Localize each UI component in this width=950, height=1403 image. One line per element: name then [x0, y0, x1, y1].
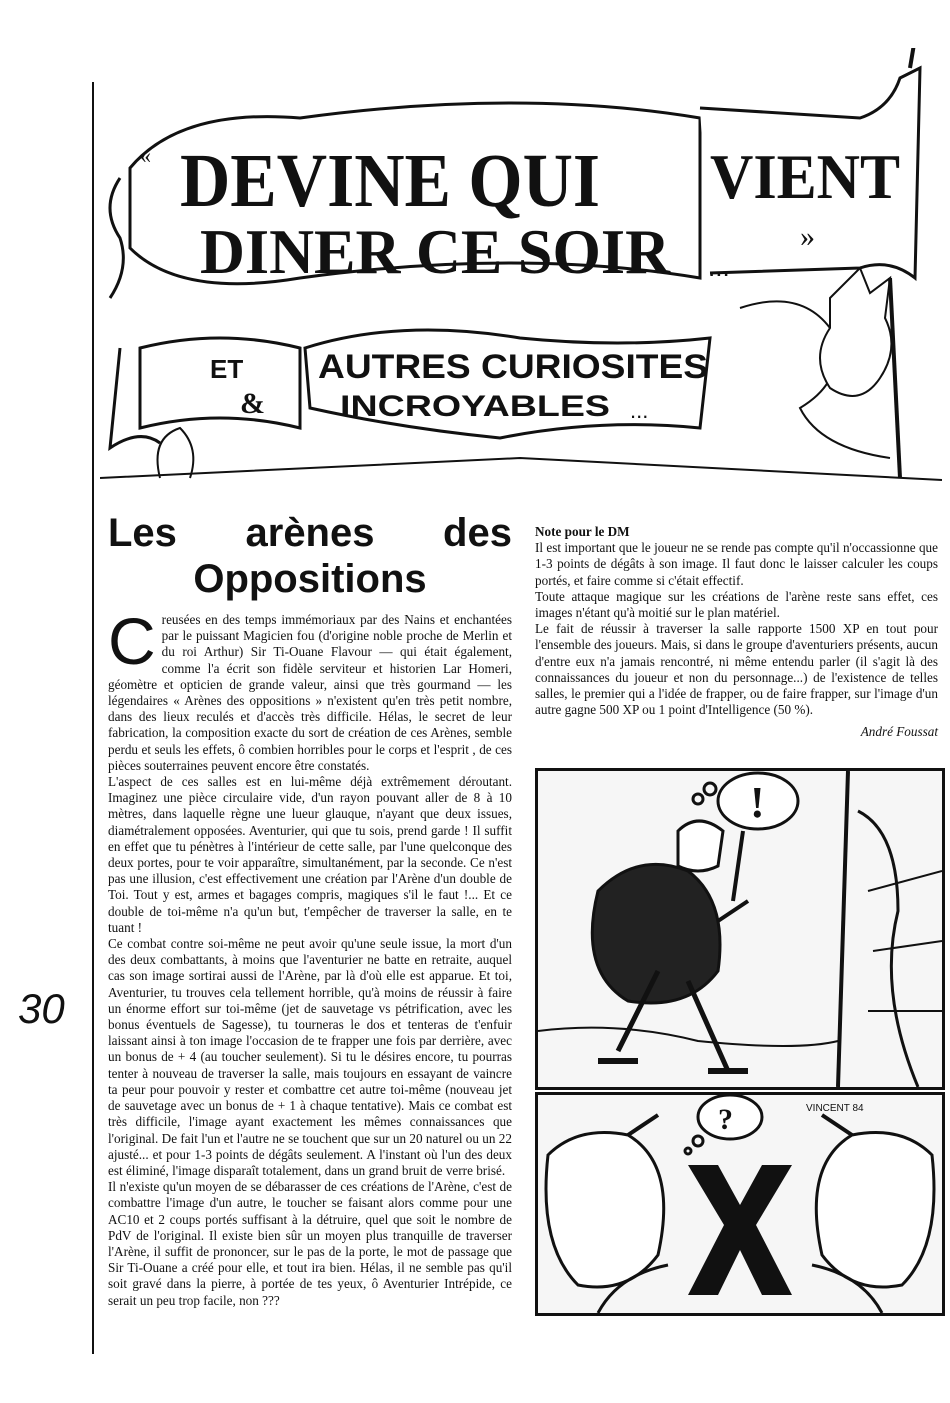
page-number: 30	[18, 985, 65, 1032]
author: André Foussat	[860, 724, 938, 740]
banner-sub2: INCROYABLES	[340, 390, 610, 423]
title-line2: Oppositions	[193, 557, 427, 601]
comic-panel-1	[535, 768, 945, 1090]
drop-cap: C	[108, 604, 156, 678]
title-banner-illustration	[100, 48, 942, 488]
paragraph: Creusées en des temps immémoriaux par des Nains et enchantées par le puissant Magicien fou (d'origine noble proche de Merlin et du roi Arthur) Sir Ti-Ouane Flavour — qui était également, comme l'a écrit son fidèle serviteur et historien Lar Homeri, géomètre et opticien de grande valeur, ainsi que très gourmand — les légendaires « Arènes des oppositions » n'existent qu'en très petit nombre, dans des lieux reculés et d'accès très difficile. Hélas, le secret de leur fabrication, la composition exacte du sort de création de ces Arènes, semble perdu et seuls les effets, ô combien horribles pour le corps et l'esprit , de ces pièces souterraines peuvent encore être constatés.	[108, 604, 512, 773]
comic-panel-2	[535, 1092, 945, 1316]
quote-close: »	[800, 220, 815, 253]
banner-line1b: VIENT	[710, 141, 900, 212]
note-heading: Note pour le DM	[535, 524, 630, 539]
dm-note	[535, 524, 938, 741]
title-word: Les	[108, 511, 177, 555]
question-bubble: ?	[718, 1103, 733, 1136]
artist-signature: VINCENT 84	[806, 1103, 864, 1114]
banner-sub1: AUTRES CURIOSITES	[318, 348, 708, 386]
title-word: des	[443, 511, 512, 555]
mirror-images-illustration	[538, 1095, 942, 1313]
banner-sub-ellipsis: ...	[630, 398, 649, 423]
paragraph: Ce combat contre soi-même ne peut avoir qu'une seule issue, la mort d'un des deux combattants, à moins que l'aventurier ne batte en retraite, auquel cas son image sortirai aussi de l'Arène, par là d'où elle est apparue. Et toi, Aventurier, tu trouves cela tellement horrible, qu'à moins de réussir à faire un énorme effort sur toi-même (jet de sauvetage vs pétrification, avec les bonus éventuels de Sagesse), tu tourneras le dos et tenteras de t'enfuir laissant ainsi à ton image l'occasion de te frapper une fois par derrière, avec un bonus de + 4 (au toucher seulement). Si tu le désires encore, tu pourras tenter à nouveau de traverser la salle, mais toujours en essayant de vaincre ta peur pour pouvoir y rester et combattre cet autre toi-même (nouveau jet de sauvetage avec un bonus de + 1 à chaque tentative). Mais ce combat est très difficile, l'image ayant exactement les mêmes connaissances que l'original. De fait l'un et l'autre ne se touchent que sur un 20 naturel ou un 22 ajusté... et pour 1-3 points de dégâts seulement. A l'instant où l'un des deux est éliminé, l'image disparaît totalement, dans un grand bruit de verre brisé.	[108, 936, 512, 1178]
article-body	[108, 604, 512, 1309]
note-paragraph: Toute attaque magique sur les créations de l'arène reste sans effet, ces images n'étant qu'à moitié sur le plan matériel.	[535, 588, 938, 621]
banner-line2: DINER CE SOIR	[200, 216, 671, 287]
margin-rule	[92, 82, 94, 1354]
banner-ellipsis: ...	[708, 252, 730, 282]
article-title	[108, 510, 512, 602]
paragraph: L'aspect de ces salles est en lui-même déjà extrêmement déroutant. Imaginez une pièce circulaire vide, d'un rayon pouvant aller de 8 à 10 mètres, dans laquelle règne une lueur glauque, n'ayant que deux issues, diamétralement opposées. Aventurier, qui que tu sois, prend garde ! Il suffit en effet que tu pénètres à l'intérieur de cette salle, par l'une quelconque des deux portes, pour te voir apparaître, simultanément, par la seconde. Ce n'est pas une illusion, c'est effectivement une création par l'Arène d'un double de Toi. Tout y est, armes et bagages compris, magiques s'il le faut !... Et ce double de toi-même n'a qu'un but, t'empêcher de traverser la salle, en te tuant !	[108, 774, 512, 935]
note-paragraph: Il est important que le joueur ne se rende pas compte qu'il n'occassionne que 1-3 points de dégâts à son image. Il faut donc le laisser calculer les coups portés, et faire comme si c'était effectif.	[535, 540, 938, 588]
note-paragraph: Le fait de réussir à traverser la salle rapporte 1500 XP en tout pour l'ensemble des joueurs. Mais, si dans le groupe d'aventuriers présents, aucun d'entre eux n'a jamais rencontré, ni même entendu parler (il s'agit là des connaissances du joueur et non du personnage...) de l'existence de telles salles, le premier qui a l'idée de frapper, ou de faire frapper, sur l'image d'un autre gagne 500 XP ou 1 point d'Intelligence (50 %).	[535, 621, 938, 718]
banner-ampersand: &	[240, 387, 265, 420]
exclamation-bubble: !	[750, 778, 765, 827]
quote-open: «	[140, 143, 151, 168]
adventurer-walking-illustration	[538, 771, 942, 1087]
paragraph: Il n'existe qu'un moyen de se débarasser de ces créations de l'Arène, c'est de combattre l'image d'un autre, le toucher se faisant alors comme pour une AC10 et 2 coups portés suffisant à la détruire, quel que soit le nombre de PdV de l'original. Il existe bien sûr un moyen plus tranquille de traverser l'Arène, il suffit de prononcer, sur le pas de la porte, le mot de passage que Sir Ti-Ouane a créé pour elle, et tout ira bien. Hélas, il ne semble pas qu'il soit gravé dans la pierre, à portée de tes yeux, ô Aventurier Intrépide, ce serait un peu trop facile, non ???	[108, 1179, 512, 1308]
banner-et: ET	[210, 354, 244, 384]
title-word: arènes	[245, 511, 375, 555]
banner-line1: DEVINE QUI	[180, 139, 600, 223]
